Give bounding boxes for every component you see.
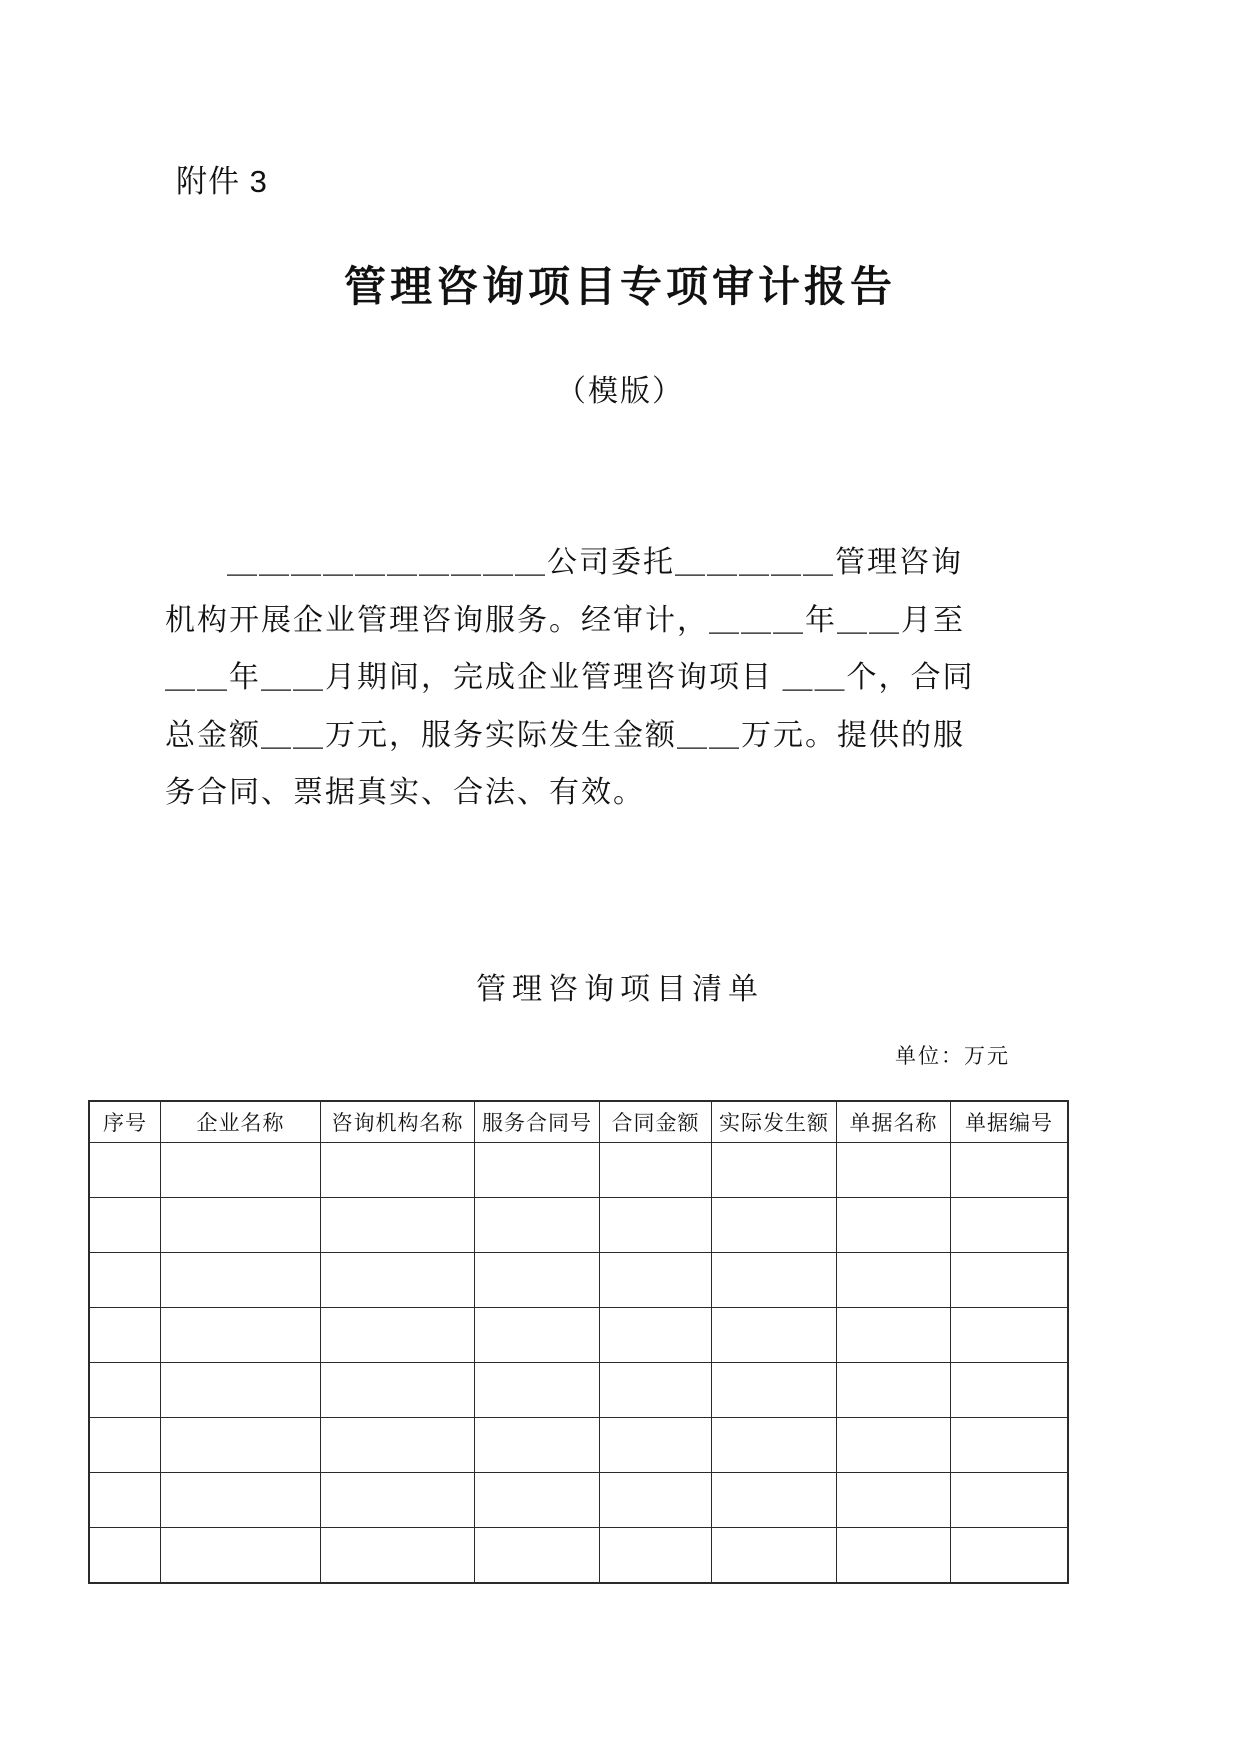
table-cell	[837, 1308, 951, 1363]
table-cell	[951, 1253, 1069, 1308]
table-cell	[600, 1253, 712, 1308]
table-cell	[712, 1363, 837, 1418]
paragraph-line: ＿＿年＿＿月期间，完成企业管理咨询项目 ＿＿个，合同	[165, 661, 975, 694]
table-cell	[837, 1528, 951, 1584]
table-body	[89, 1143, 1068, 1584]
table-header-row	[89, 1101, 1068, 1143]
column-header: 企业名称	[161, 1101, 321, 1143]
body-paragraph	[165, 534, 975, 822]
table-cell	[475, 1143, 600, 1198]
table-cell	[951, 1143, 1069, 1198]
table-header	[89, 1101, 1068, 1143]
table-cell	[89, 1528, 161, 1584]
table-cell	[712, 1253, 837, 1308]
column-header: 服务合同号	[475, 1101, 600, 1143]
table-cell	[712, 1198, 837, 1253]
table-row	[89, 1308, 1068, 1363]
table-cell	[161, 1253, 321, 1308]
column-header: 单据名称	[837, 1101, 951, 1143]
paragraph-line: 务合同、票据真实、合法、有效。	[165, 776, 645, 809]
table-cell	[600, 1473, 712, 1528]
table-cell	[475, 1528, 600, 1584]
table-cell	[321, 1198, 475, 1253]
attachment-label: 附件 3	[176, 164, 268, 199]
unit-note: 单位：万元	[895, 1044, 1010, 1068]
column-header: 实际发生额	[712, 1101, 837, 1143]
table-row	[89, 1528, 1068, 1584]
projects-table	[88, 1100, 1069, 1584]
table-cell	[89, 1363, 161, 1418]
table-cell	[89, 1198, 161, 1253]
table-cell	[321, 1473, 475, 1528]
table-cell	[321, 1253, 475, 1308]
table-cell	[712, 1308, 837, 1363]
table-cell	[89, 1473, 161, 1528]
table-cell	[951, 1418, 1069, 1473]
table-cell	[837, 1363, 951, 1418]
column-header: 序号	[89, 1101, 161, 1143]
table-cell	[837, 1198, 951, 1253]
table-cell	[951, 1363, 1069, 1418]
table-cell	[321, 1143, 475, 1198]
table-cell	[600, 1308, 712, 1363]
table-cell	[837, 1473, 951, 1528]
table-cell	[89, 1418, 161, 1473]
table-row	[89, 1253, 1068, 1308]
table-cell	[89, 1308, 161, 1363]
table-cell	[600, 1143, 712, 1198]
table-row	[89, 1473, 1068, 1528]
table-cell	[951, 1308, 1069, 1363]
table-cell	[837, 1253, 951, 1308]
table-row	[89, 1418, 1068, 1473]
table-cell	[321, 1528, 475, 1584]
table-cell	[475, 1198, 600, 1253]
table-cell	[600, 1198, 712, 1253]
table-cell	[475, 1363, 600, 1418]
paragraph-line: ＿＿＿＿＿＿＿＿＿＿公司委托＿＿＿＿＿管理咨询	[227, 546, 963, 579]
paragraph-line: 机构开展企业管理咨询服务。经审计，＿＿＿年＿＿月至	[165, 603, 965, 637]
column-header: 单据编号	[951, 1101, 1069, 1143]
table-cell	[161, 1198, 321, 1253]
table-cell	[475, 1473, 600, 1528]
document-title: 管理咨询项目专项审计报告	[343, 263, 896, 310]
column-header: 合同金额	[600, 1101, 712, 1143]
table-cell	[161, 1528, 321, 1584]
table-cell	[951, 1473, 1069, 1528]
table-cell	[321, 1363, 475, 1418]
table-row	[89, 1198, 1068, 1253]
table-cell	[89, 1253, 161, 1308]
document-subtitle: （模版）	[556, 375, 684, 408]
table-cell	[712, 1418, 837, 1473]
table-cell	[161, 1473, 321, 1528]
table-cell	[161, 1363, 321, 1418]
table-row	[89, 1363, 1068, 1418]
table-cell	[475, 1308, 600, 1363]
table-cell	[837, 1418, 951, 1473]
table-cell	[321, 1308, 475, 1363]
paragraph-line: 总金额＿＿万元，服务实际发生金额＿＿万元。提供的服	[165, 718, 965, 752]
table-cell	[600, 1418, 712, 1473]
table-cell	[951, 1528, 1069, 1584]
list-section-title: 管理咨询项目清单	[476, 973, 764, 1006]
table-cell	[475, 1253, 600, 1308]
table-cell	[837, 1143, 951, 1198]
table-cell	[161, 1418, 321, 1473]
table-cell	[712, 1143, 837, 1198]
table-row	[89, 1143, 1068, 1198]
table-cell	[89, 1143, 161, 1198]
column-header: 咨询机构名称	[321, 1101, 475, 1143]
table-cell	[161, 1308, 321, 1363]
table-cell	[951, 1198, 1069, 1253]
table-cell	[600, 1528, 712, 1584]
table-cell	[712, 1473, 837, 1528]
table-cell	[321, 1418, 475, 1473]
table-cell	[161, 1143, 321, 1198]
table-cell	[600, 1363, 712, 1418]
table-cell	[712, 1528, 837, 1584]
table-cell	[475, 1418, 600, 1473]
